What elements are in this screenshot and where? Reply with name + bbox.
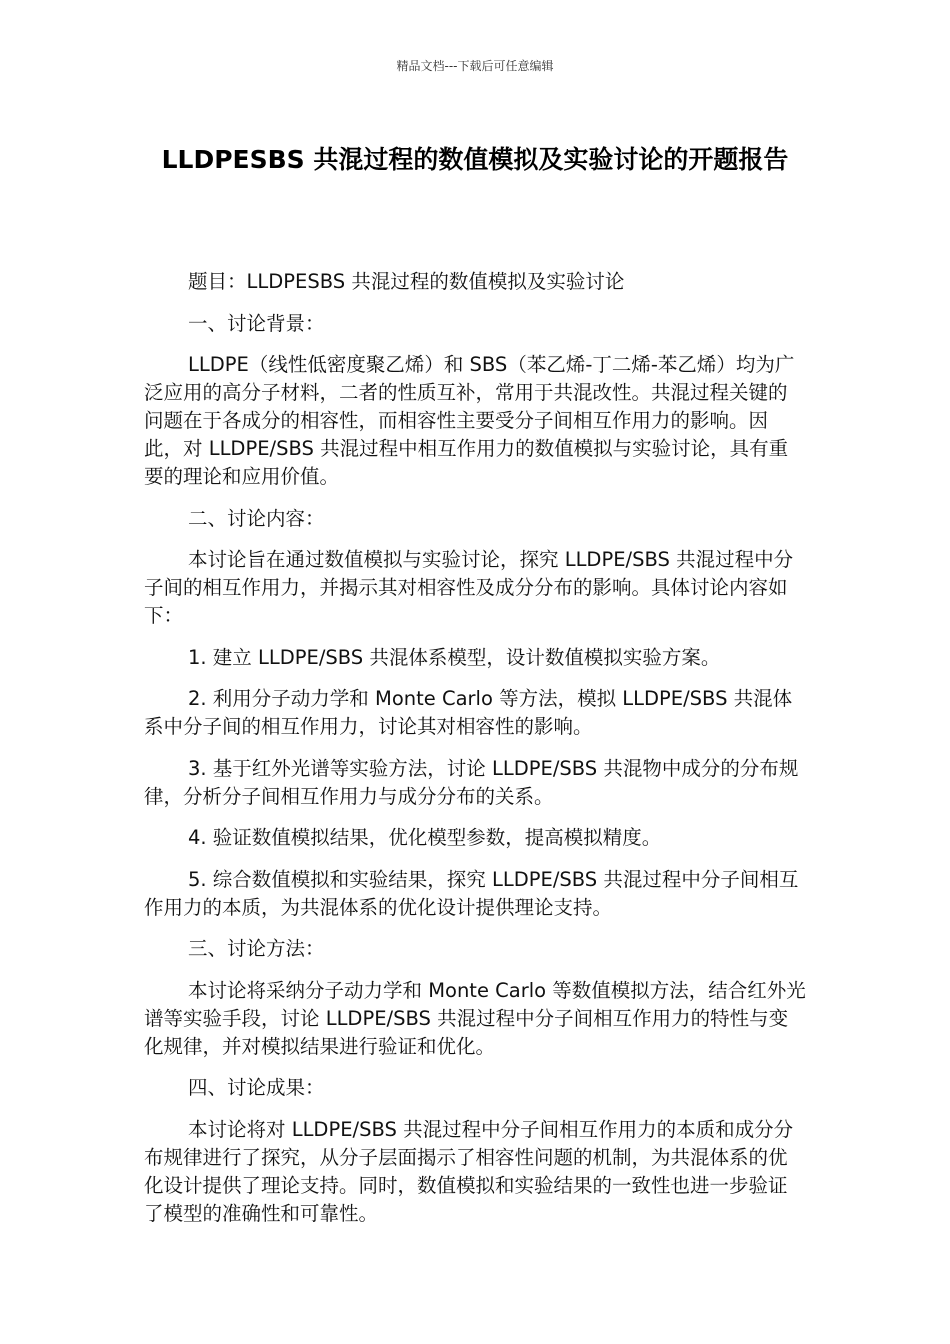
document-body <box>144 268 806 1241</box>
topic-line: 题目：LLDPESBS 共混过程的数值模拟及实验讨论 <box>188 270 625 293</box>
list-item: 4. 验证数值模拟结果，优化模型参数，提高模拟精度。 <box>188 826 662 849</box>
results-paragraph: 本讨论将对 LLDPE/SBS 共混过程中分子间相互作用力的本质和成分分布规律进行了探究，从分子层面揭示了相容性问题的机制，为共混体系的优化设计提供了理论支持。同时，数值模拟和实验结果的一致性也进一步验证了模型的准确性和可靠性。 <box>144 1117 794 1225</box>
section-heading-results: 四、讨论成果： <box>188 1076 325 1099</box>
list-item: 1. 建立 LLDPE/SBS 共混体系模型，设计数值模拟实验方案。 <box>188 645 721 669</box>
section-heading-background: 一、讨论背景： <box>188 311 325 335</box>
method-paragraph: 本讨论将采纳分子动力学和 Monte Carlo 等数值模拟方法，结合红外光谱等实验手段，讨论 LLDPE/SBS 共混过程中分子间相互作用力的特性与变化规律，并对模拟结果进行验证和优化。 <box>144 978 806 1058</box>
header-note: 精品文档---下载后可任意编辑 <box>396 59 554 73</box>
list-item: 2. 利用分子动力学和 Monte Carlo 等方法，模拟 LLDPE/SBS 共混体系中分子间的相互作用力，讨论其对相容性的影响。 <box>144 687 793 738</box>
list-item: 5. 综合数值模拟和实验结果，探究 LLDPE/SBS 共混过程中分子间相互作用力的本质，为共混体系的优化设计提供理论支持。 <box>144 867 799 919</box>
document-title: LLDPESBS 共混过程的数值模拟及实验讨论的开题报告 <box>161 145 789 174</box>
content-paragraph: 本讨论旨在通过数值模拟与实验讨论，探究 LLDPE/SBS 共混过程中分子间的相互作用力，并揭示其对相容性及成分分布的影响。具体讨论内容如下： <box>144 548 794 627</box>
background-paragraph: LLDPE（线性低密度聚乙烯）和 SBS（苯乙烯-丁二烯-苯乙烯）均为广泛应用的高分子材料，二者的性质互补，常用于共混改性。共混过程关键的问题在于各成分的相容性，而相容性主要受分子间相互作用力的影响。因此，对 LLDPE/SBS 共混过程中相互作用力的数值模拟与实验讨论，具有重要的理论和应用价值。 <box>144 353 795 488</box>
list-item: 3. 基于红外光谱等实验方法，讨论 LLDPE/SBS 共混物中成分的分布规律，分析分子间相互作用力与成分分布的关系。 <box>144 756 799 808</box>
section-heading-content: 二、讨论内容： <box>188 506 325 530</box>
section-heading-method: 三、讨论方法： <box>188 937 325 960</box>
